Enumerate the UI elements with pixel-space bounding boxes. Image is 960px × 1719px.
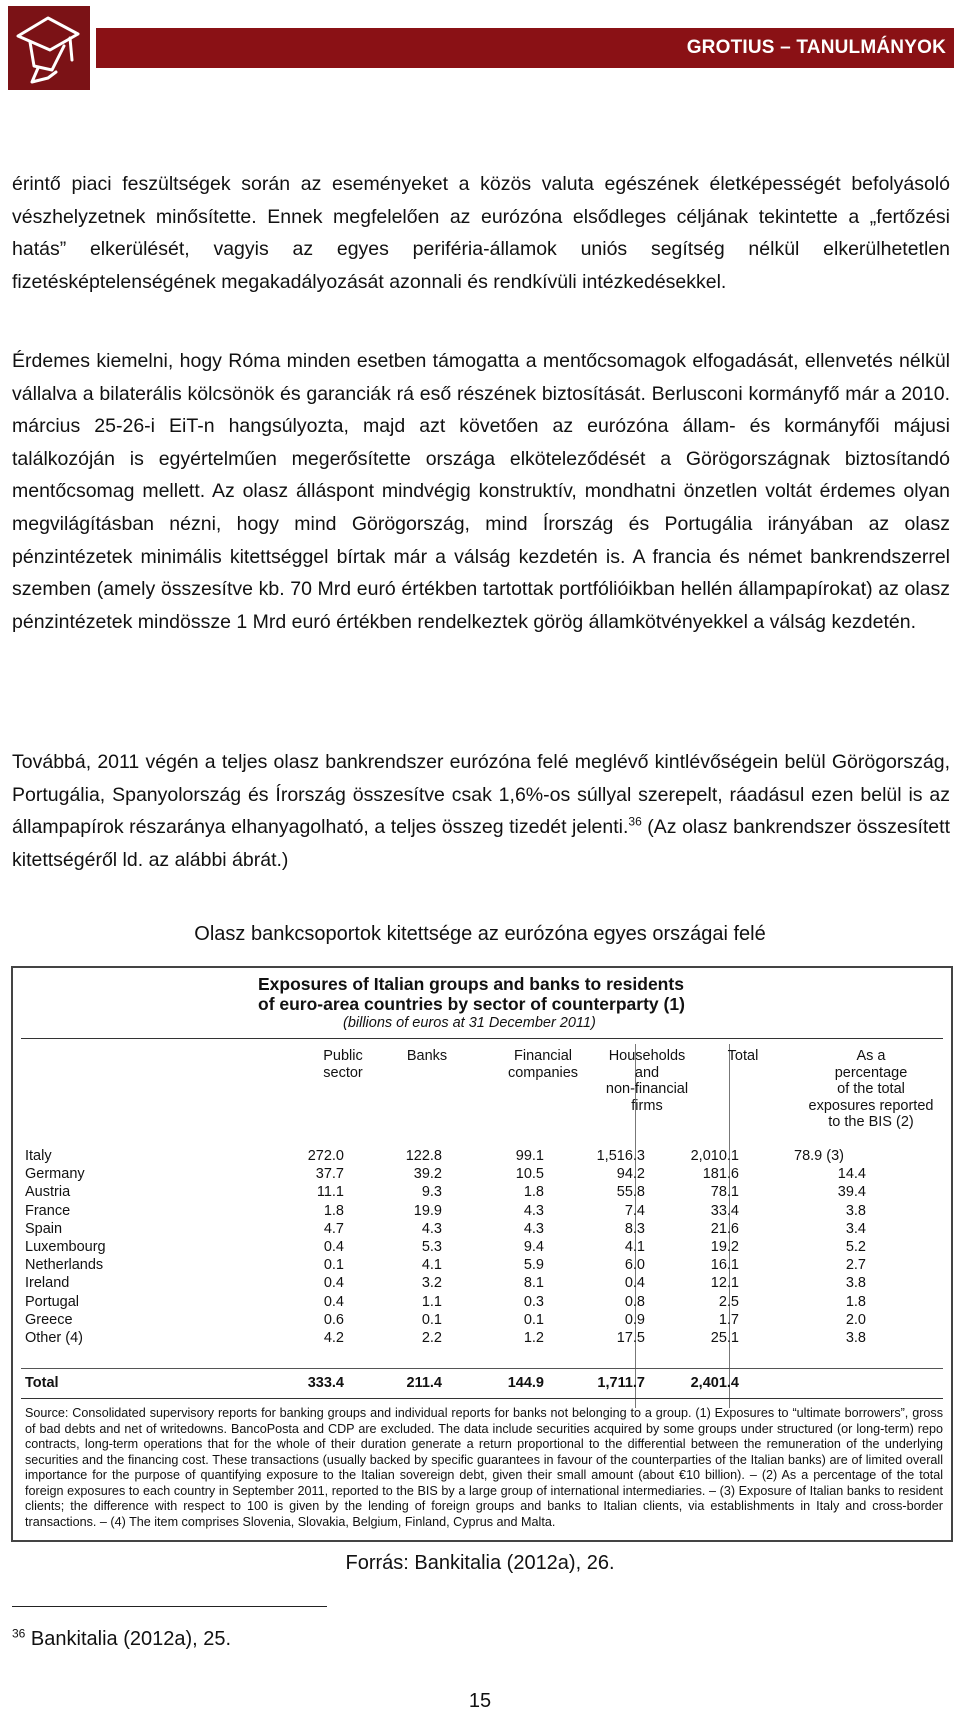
footnote-number: 36 xyxy=(12,1626,26,1641)
table-cell: 3.2 xyxy=(421,1275,442,1292)
table-cell: 0.9 xyxy=(624,1311,645,1328)
table-cell: 14.4 xyxy=(837,1166,866,1183)
row-label: Italy xyxy=(25,1148,52,1164)
table-cell: 4.1 xyxy=(624,1239,645,1255)
table-cell: 2.5 xyxy=(718,1293,739,1310)
table-cell: 19.9 xyxy=(413,1202,442,1219)
table-cell: 11.1 xyxy=(316,1184,344,1201)
row-label: France xyxy=(25,1202,71,1219)
table-cell: 4.3 xyxy=(421,1220,442,1237)
table-cell: 21.6 xyxy=(710,1220,739,1237)
table-cell: 1.1 xyxy=(421,1293,442,1310)
table-cell: 1,516.3 xyxy=(596,1148,645,1164)
table-title-line-2: of euro-area countries by sector of counterparty (1) xyxy=(258,994,685,1014)
page-header xyxy=(8,6,954,90)
header-title: GROTIUS – TANULMÁNYOK xyxy=(96,28,954,68)
table-cell: 3.8 xyxy=(845,1330,866,1346)
table-row xyxy=(21,1166,943,1186)
table-cell: 9.4 xyxy=(523,1239,544,1255)
row-label: Austria xyxy=(25,1184,71,1201)
table-cell: 333.4 xyxy=(307,1375,344,1391)
table-top-rule xyxy=(21,1038,943,1039)
table-cell: 0.1 xyxy=(523,1311,544,1328)
table-cell: 2.7 xyxy=(845,1257,866,1274)
table-cell: 12.1 xyxy=(710,1275,739,1292)
column-header: Banks xyxy=(406,1048,448,1064)
grotius-logo-icon xyxy=(8,6,90,90)
table-cell: 0.4 xyxy=(323,1275,344,1292)
table-cell: 25.1 xyxy=(710,1330,739,1346)
table-cell: 5.2 xyxy=(845,1239,866,1255)
table-cell: 1,711.7 xyxy=(597,1375,645,1391)
table-cell: 0.4 xyxy=(323,1293,344,1310)
table-cell: 4.3 xyxy=(523,1220,544,1237)
table-bottom-rule xyxy=(21,1398,943,1399)
column-header: Total xyxy=(727,1048,759,1064)
table-cell: 181.6 xyxy=(702,1166,739,1183)
footnote-text: Bankitalia (2012a), 25. xyxy=(25,1628,232,1650)
table-cell: 3.4 xyxy=(845,1220,866,1237)
table-cell: 0.4 xyxy=(323,1239,344,1255)
table-cell: 211.4 xyxy=(406,1375,442,1391)
table-row xyxy=(21,1203,943,1223)
table-cell: 1.2 xyxy=(523,1330,544,1346)
table-title xyxy=(258,974,685,1014)
figure-caption: Olasz bankcsoportok kitettsége az eurózóna egyes országai felé xyxy=(194,923,766,945)
table-cell: 5.3 xyxy=(421,1239,442,1255)
table-title-line-1: Exposures of Italian groups and banks to residents xyxy=(258,974,684,994)
exposure-table-figure xyxy=(11,966,953,1542)
table-cell: 0.4 xyxy=(624,1275,645,1292)
page-number: 15 xyxy=(468,1690,492,1712)
table-cell: 3.8 xyxy=(845,1275,866,1292)
table-cell: 272.0 xyxy=(307,1148,344,1164)
table-cell: 78.1 xyxy=(710,1184,739,1201)
table-total-row xyxy=(21,1375,943,1395)
row-label: Portugal xyxy=(25,1293,80,1310)
table-cell: 0.6 xyxy=(323,1311,344,1328)
paragraph-3-text: Továbbá, 2011 végén a teljes olasz bankrendszer eurózóna felé meglévő kintlévőségein belül Görögország, Portugália, Spanyolország és Írország összesítve csak 1,6%-os súllyal szerepelt, ráadásul ezen belül is az állampapírok részaránya elhanyagolható, a teljes összeg tizedét jelenti. xyxy=(12,751,950,839)
row-label: Netherlands xyxy=(25,1257,104,1274)
table-cell: 55.8 xyxy=(616,1184,645,1201)
row-label: Ireland xyxy=(25,1275,70,1292)
table-cell: 6.0 xyxy=(624,1257,645,1274)
table-cell: 78.9 (3) xyxy=(794,1148,844,1164)
table-cell: 37.7 xyxy=(315,1166,344,1183)
row-label: Luxembourg xyxy=(25,1239,106,1255)
table-cell: 1.8 xyxy=(523,1184,544,1201)
table-cell: 0.1 xyxy=(323,1257,344,1274)
paragraph-3-tail: (Az olasz bankrendszer összesített kitettségéről ld. az alábbi ábrát.) xyxy=(12,816,950,871)
table-cell: 2,010.1 xyxy=(690,1148,739,1164)
table-subtitle: (billions of euros at 31 December 2011) xyxy=(343,1015,596,1031)
column-header: As a percentage of the total exposures reported to the BIS (2) xyxy=(808,1048,934,1130)
table-row xyxy=(21,1275,943,1295)
table-cell: 10.5 xyxy=(515,1166,544,1183)
row-label: Spain xyxy=(25,1220,63,1237)
table-cell: 0.1 xyxy=(421,1311,442,1328)
table-cell: 3.8 xyxy=(845,1202,866,1219)
column-header: Public sector xyxy=(323,1048,363,1081)
table-row xyxy=(21,1312,943,1332)
table-cell: 122.8 xyxy=(405,1148,442,1164)
table-cell: 4.3 xyxy=(523,1202,544,1219)
table-cell: 2,401.4 xyxy=(690,1375,739,1391)
table-row xyxy=(21,1294,943,1314)
row-label: Other (4) xyxy=(25,1330,84,1346)
paragraph-1: érintő piaci feszültségek során az eseményeket a közös valuta egészének életképességét befolyásoló vészhelyzetnek minősítette. Ennek megfelelően az eurózóna elsődleges céljának tekintette a „fertőzési hatás” elkerülését, vagyis az egyes periféria-államok uniós segítség nélkül elkerülhetetlen fizetésképtelenségének megakadályozását azonnali és rendkívüli intézkedésekkel. xyxy=(12,173,950,293)
footnote-ref[interactable]: 36 xyxy=(628,814,642,829)
table-cell: 1.8 xyxy=(845,1293,866,1310)
table-cell: 7.4 xyxy=(624,1202,645,1219)
paragraph-3 xyxy=(12,746,950,876)
table-cell: 9.3 xyxy=(421,1184,442,1201)
table-cell: 8.1 xyxy=(523,1275,544,1292)
table-cell: 19.2 xyxy=(710,1239,739,1255)
table-cell: 2.2 xyxy=(421,1330,442,1346)
table-cell: 0.8 xyxy=(624,1293,645,1310)
table-cell: 144.9 xyxy=(507,1375,544,1391)
table-cell: 8.3 xyxy=(624,1220,645,1237)
table-cell: 5.9 xyxy=(523,1257,544,1274)
table-cell: 4.1 xyxy=(421,1257,442,1274)
table-row xyxy=(21,1239,943,1259)
row-label: Germany xyxy=(25,1166,85,1183)
table-cell: 16.1 xyxy=(710,1257,739,1274)
table-cell: 1.8 xyxy=(323,1202,344,1219)
footnote xyxy=(12,1628,231,1651)
table-cell: 2.0 xyxy=(845,1311,866,1328)
table-row xyxy=(21,1330,943,1350)
table-cell: 4.2 xyxy=(323,1330,344,1346)
paragraph-2: Érdemes kiemelni, hogy Róma minden esetben támogatta a mentőcsomagok elfogadását, ellenvetés nélkül vállalva a bilaterális kölcsönök és garanciák rá eső részének biztosítását. Berlusconi kormányfő már a 2010. március 25-26-i EiT-n hangsúlyozta, majd azt követően az eurózóna állam- és kormányfői májusi találkozóján is egyértelműen megerősítette országa elköteleződését a Görögországnak biztosítandó mentőcsomag mellett. Az olasz álláspont mindvégig konstruktív, mondhatni önzetlen voltát érdemes olyan megvilágításban nézni, hogy mind Görögország, mind Írország és Portugália irányában az olasz pénzintézetek minimális kitettséggel bírtak már a válság kezdetén is. A francia és német bankrendszerrel szemben (amely összesítve kb. 70 Mrd euró értékben tartottak portfólióikban hellén állampapírokat) az olasz pénzintézetek mindössze 1 Mrd euró értékben rendelkeztek görög államkötvényekkel a válság kezdetén. xyxy=(12,350,950,633)
table-row xyxy=(21,1148,943,1168)
table-row xyxy=(21,1257,943,1277)
table-cell: 94.2 xyxy=(616,1166,645,1183)
footnote-rule xyxy=(12,1606,327,1607)
column-header: Financial companies xyxy=(507,1048,579,1081)
table-cell: 1.7 xyxy=(718,1311,739,1328)
column-header: Households and non-financial firms xyxy=(605,1048,689,1114)
row-label: Total xyxy=(25,1375,59,1391)
table-notes: Source: Consolidated supervisory reports for banking groups and individual reports for banks not belonging to a group. (1) Exposures to “ultimate borrowers”, gross of bad debts and net of writedowns. BancoPosta and CDP are excluded. The data include securities acquired by some groups under structured (or long-term) repo contracts, long-term operations that for the whole of their duration generate a return proportional to the differential between the remuneration of the underlying securities and the financing cost. These transactions (usually backed by specific guarantees in favour of the counterparties of the Italian banks) are of limited overall importance for the purpose of quantifying exposure to the Italian sovereign debt, given their small amount (about €10 billion). – (2) As a percentage of the total foreign exposures to each country in September 2011, reported to the BIS by a large group of international intermediaries. – (3) Exposure of Italian banks to resident clients; the difference with respect to 100 is given by the lending of foreign groups and banks to Italian clients, via establishments in Italy and cross-border transactions. – (4) The item comprises Slovenia, Slovakia, Belgium, Finland, Cyprus and Malta. xyxy=(25,1406,943,1529)
table-cell: 39.2 xyxy=(413,1166,442,1183)
table-cell: 99.1 xyxy=(515,1148,544,1164)
table-cell: 39.4 xyxy=(837,1184,866,1201)
figure-source: Forrás: Bankitalia (2012a), 26. xyxy=(345,1552,615,1574)
row-label: Greece xyxy=(25,1311,73,1328)
table-cell: 17.5 xyxy=(616,1330,645,1346)
table-cell: 4.7 xyxy=(323,1220,344,1237)
table-cell: 33.4 xyxy=(710,1202,739,1219)
table-row xyxy=(21,1221,943,1241)
table-cell: 0.3 xyxy=(523,1293,544,1310)
total-rule xyxy=(21,1368,943,1369)
table-row xyxy=(21,1184,943,1204)
